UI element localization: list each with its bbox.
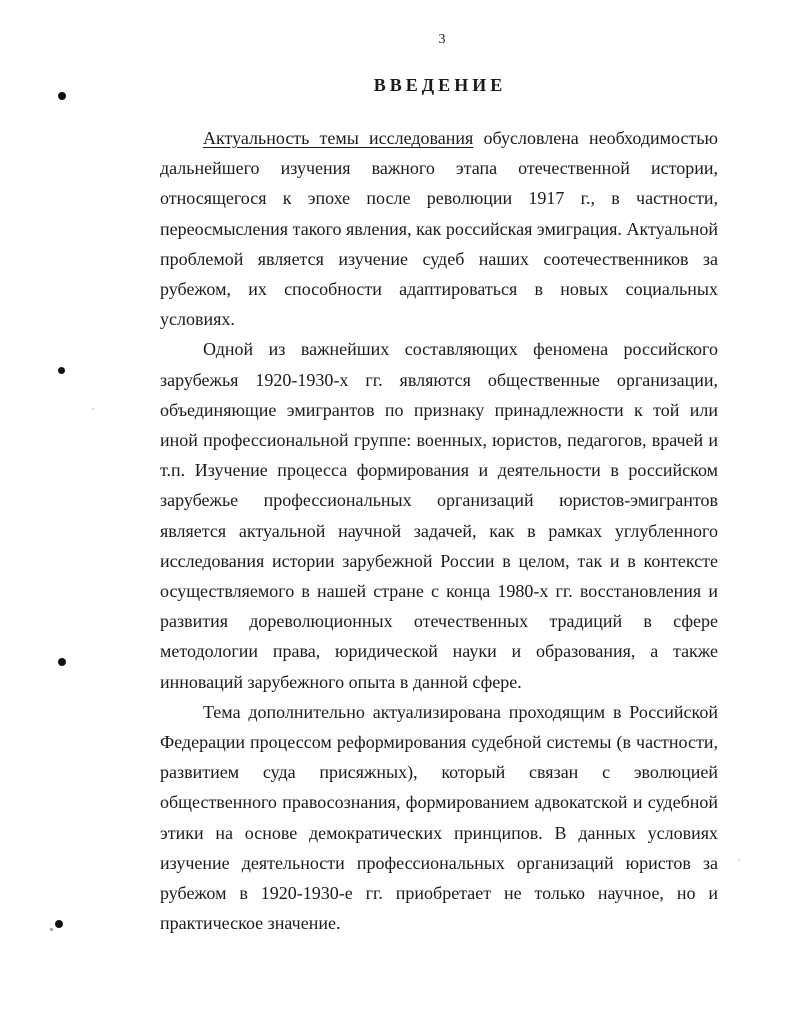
section-heading: ВВЕДЕНИЕ — [373, 75, 507, 95]
paragraph-text: обусловлена необходимостью дальнейшего изучения важного этапа отечественной истории, относящегося к эпохе после революции 1917 г., в частности, переосмысления такого явления, как российская эмиграция. Актуальной проблемой является изучение судеб наших соотечественников за рубежом, их способности адаптироваться в новых социальных условиях. — [160, 128, 718, 330]
page-number: 3 — [438, 32, 446, 47]
punch-hole-mark — [58, 367, 65, 374]
punch-hole-mark — [58, 658, 66, 666]
scan-speck — [50, 928, 53, 931]
punch-hole-mark — [58, 92, 66, 100]
scan-speck — [738, 859, 740, 861]
underlined-lead-phrase: Актуальность темы исследования — [203, 128, 474, 148]
paragraph-organizations: Одной из важнейших составляющих феномена российского зарубежья 1920-1930-х гг. являются общественные организации, объединяющие эмигрантов по признаку принадлежности к той или иной профессиональной группе: военных, юристов, педагогов, врачей и т.п. Изучение процесса формирования и деятельности в российском зарубежье профессиональных организаций юристов-эмигрантов является актуальной научной задачей, как в рамках углубленного исследования истории зарубежной России в целом, так и в контексте осуществляемого в нашей стране с конца 1980-х гг. восстановления и развития дореволюционных отечественных традиций в сфере методологии права, юридической науки и образования, а также инноваций зарубежного опыта в данной сфере. — [160, 339, 718, 692]
body-text — [160, 123, 718, 938]
scan-speck — [92, 408, 94, 410]
paragraph-judicial-reform: Тема дополнительно актуализирована проходящим в Российской Федерации процессом реформирования судебной системы (в частности, развитием суда присяжных), который связан с эволюцией общественного правосознания, формированием адвокатской и судебной этики на основе демократических принципов. В данных условиях изучение деятельности профессиональных организаций юристов за рубежом в 1920-1930-е гг. приобретает не только научное, но и практическое значение. — [160, 701, 718, 934]
paragraph-relevance — [160, 123, 718, 334]
punch-hole-mark — [55, 920, 63, 928]
